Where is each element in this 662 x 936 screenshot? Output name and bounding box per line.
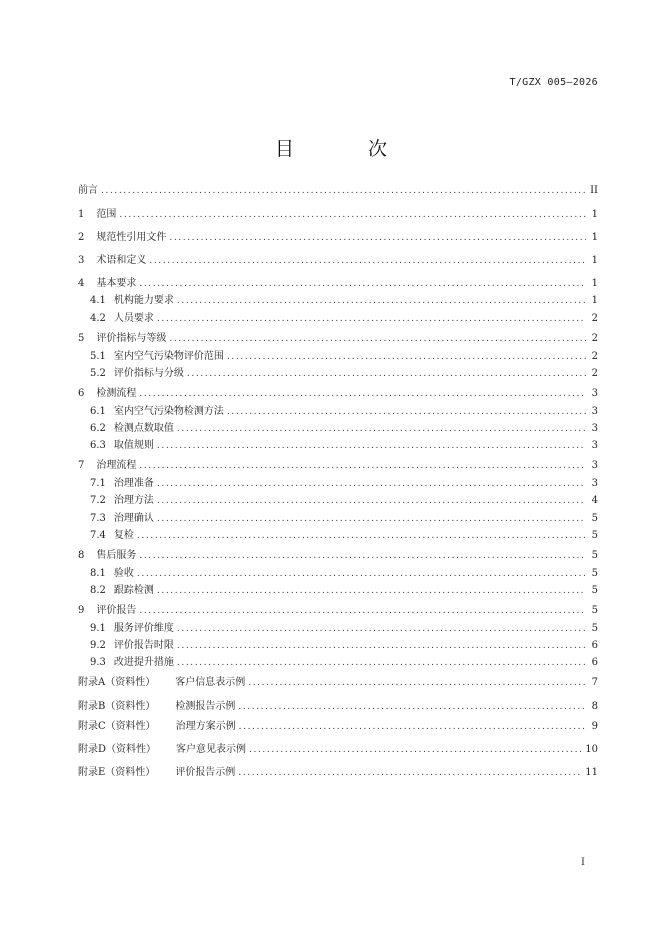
- toc-entry-number: 附录E（资料性）: [78, 767, 156, 778]
- toc-entry-title: 范围: [96, 209, 117, 220]
- toc-leader-dots: [177, 623, 586, 635]
- toc-entry[interactable]: [78, 476, 598, 490]
- toc-leader-dots: [139, 605, 586, 617]
- toc-entry-title: 治理准备: [113, 478, 154, 489]
- toc-entry[interactable]: [78, 438, 598, 452]
- toc-entry[interactable]: [78, 699, 598, 713]
- toc-entry-number: 5: [78, 333, 85, 344]
- page-number: I: [581, 857, 585, 868]
- toc-entry[interactable]: [78, 331, 598, 345]
- toc-leader-dots: [137, 568, 586, 580]
- toc-entry-number: 7.3: [90, 513, 106, 524]
- toc-entry-number: 7.2: [90, 495, 106, 506]
- toc-entry-title: 室内空气污染物评价范围: [113, 351, 224, 362]
- toc-entry-number: 9.3: [90, 657, 106, 668]
- toc-leader-dots: [177, 295, 586, 307]
- page-title: 目 次: [274, 138, 422, 160]
- toc-entry-page: 3: [591, 406, 598, 417]
- toc-entry-page: 5: [591, 623, 598, 634]
- toc-entry-title: 取值规则: [113, 440, 154, 451]
- toc-leader-dots: [177, 657, 586, 669]
- toc-entry[interactable]: [78, 349, 598, 363]
- toc-entry-page: 1: [591, 278, 598, 289]
- toc-entry[interactable]: [78, 548, 598, 562]
- toc-entry-title: 规范性引用文件: [96, 232, 167, 243]
- toc-entry[interactable]: [78, 276, 598, 290]
- toc-leader-dots: [248, 677, 586, 689]
- toc-entry[interactable]: [78, 719, 598, 733]
- toc-entry-page: 2: [591, 313, 598, 324]
- toc-entry-page: 1: [591, 209, 598, 220]
- toc-leader-dots: [149, 255, 586, 267]
- toc-entry-title: 治理方法: [113, 495, 154, 506]
- toc-entry-page: 7: [591, 677, 598, 688]
- toc-entry-title: 检测流程: [96, 388, 137, 399]
- toc-entry-title: 服务评价维度: [113, 623, 174, 634]
- toc-entry-page: 5: [591, 568, 598, 579]
- toc-entry-page: 1: [591, 255, 598, 266]
- toc-entry-number: 6.2: [90, 423, 106, 434]
- toc-entry-number: 9.1: [90, 623, 106, 634]
- toc-entry-number: 8: [78, 550, 85, 561]
- toc-entry-page: 2: [591, 368, 598, 379]
- toc-entry-page: 2: [591, 333, 598, 344]
- toc-entry-number: 7.1: [90, 478, 106, 489]
- toc-entry-number: 4.2: [90, 313, 106, 324]
- toc-leader-dots: [177, 640, 586, 652]
- toc-leader-dots: [157, 440, 586, 452]
- toc-leader-dots: [157, 478, 586, 490]
- toc-entry-title: 跟踪检测: [113, 585, 154, 596]
- toc-entry-page: 1: [591, 295, 598, 306]
- toc-entry-title: 售后服务: [96, 550, 137, 561]
- toc-entry-title: 治理确认: [113, 513, 154, 524]
- toc-entry-page: 8: [591, 701, 598, 712]
- toc-entry-page: 6: [591, 640, 598, 651]
- toc-entry-number: 9.2: [90, 640, 106, 651]
- toc-entry-title: 复检: [113, 530, 134, 541]
- toc-entry-number: 3: [78, 255, 85, 266]
- toc-entry-number: 6.3: [90, 440, 106, 451]
- toc-leader-dots: [157, 513, 586, 525]
- toc-entry-title: 改进提升措施: [113, 657, 174, 668]
- toc-leader-dots: [139, 388, 586, 400]
- toc-entry-number: 4.1: [90, 295, 106, 306]
- toc-entry-number: 5.2: [90, 368, 106, 379]
- toc-leader-dots: [249, 744, 581, 756]
- toc-leader-dots: [239, 721, 586, 733]
- toc-entry-number: 7.4: [90, 530, 106, 541]
- toc-entry-page: II: [590, 185, 598, 196]
- toc-entry-title: 检测报告示例: [175, 701, 236, 712]
- toc-entry[interactable]: [78, 404, 598, 418]
- toc-leader-dots: [238, 701, 586, 713]
- toc-entry-number: 附录C（资料性）: [78, 721, 156, 732]
- toc-entry-number: 7: [78, 460, 85, 471]
- toc-entry-title: 前言: [78, 185, 98, 196]
- toc-entry[interactable]: [78, 366, 598, 380]
- toc-entry-page: 3: [591, 423, 598, 434]
- toc-leader-dots: [227, 351, 586, 363]
- toc-entry[interactable]: [78, 183, 598, 197]
- toc-entry-number: 附录D（资料性）: [78, 744, 157, 755]
- toc-entry-number: 8.2: [90, 585, 106, 596]
- toc-entry-number: 附录B（资料性）: [78, 701, 156, 712]
- toc-entry-page: 6: [591, 657, 598, 668]
- toc-entry[interactable]: [78, 311, 598, 325]
- toc-entry-page: 3: [591, 460, 598, 471]
- toc-entry-page: 3: [591, 440, 598, 451]
- toc-entry[interactable]: [78, 583, 598, 597]
- toc-leader-dots: [169, 333, 586, 345]
- toc-entry[interactable]: [78, 621, 598, 635]
- toc-entry-number: 8.1: [90, 568, 106, 579]
- toc-entry-title: 评价报告示例: [175, 767, 236, 778]
- toc-entry[interactable]: [78, 566, 598, 580]
- toc-entry-page: 4: [591, 495, 598, 506]
- toc-entry-page: 1: [591, 232, 598, 243]
- toc-entry-title: 室内空气污染物检测方法: [113, 406, 224, 417]
- toc-entry[interactable]: [78, 638, 598, 652]
- toc-entry[interactable]: [78, 493, 598, 507]
- toc-leader-dots: [169, 232, 586, 244]
- toc-entry-title: 评价报告时限: [113, 640, 174, 651]
- toc-leader-dots: [238, 767, 581, 779]
- document-code: T/GZX 005—2026: [509, 77, 598, 88]
- toc-entry-page: 5: [591, 605, 598, 616]
- toc-entry[interactable]: [78, 511, 598, 525]
- toc-entry[interactable]: [78, 421, 598, 435]
- toc-entry-page: 3: [591, 478, 598, 489]
- toc-leader-dots: [157, 495, 586, 507]
- toc-leader-dots: [139, 278, 586, 290]
- toc-entry-number: 5.1: [90, 351, 106, 362]
- toc-entry[interactable]: [78, 528, 598, 542]
- toc-entry-page: 9: [591, 721, 598, 732]
- toc-entry[interactable]: [78, 386, 598, 400]
- toc-entry[interactable]: [78, 603, 598, 617]
- toc-entry-page: 5: [591, 585, 598, 596]
- toc-leader-dots: [177, 423, 586, 435]
- toc-entry-number: 6.1: [90, 406, 106, 417]
- toc-entry[interactable]: [78, 765, 598, 779]
- toc-entry-number: 6: [78, 388, 85, 399]
- toc-entry-title: 治理流程: [96, 460, 137, 471]
- toc-entry[interactable]: [78, 742, 598, 756]
- toc-entry-title: 治理方案示例: [175, 721, 236, 732]
- toc-entry-title: 客户意见表示例: [176, 744, 247, 755]
- toc-entry-title: 评价报告: [96, 605, 137, 616]
- toc-leader-dots: [119, 209, 586, 221]
- toc-entry-title: 评价指标与分级: [113, 368, 184, 379]
- toc-entry-page: 10: [585, 744, 598, 755]
- toc-entry[interactable]: [78, 253, 598, 267]
- toc-leader-dots: [227, 406, 586, 418]
- toc-entry-page: 3: [591, 388, 598, 399]
- toc-entry-title: 客户信息表示例: [175, 677, 246, 688]
- toc-leader-dots: [139, 550, 586, 562]
- toc-entry-page: 5: [591, 550, 598, 561]
- toc-entry-title: 术语和定义: [96, 255, 147, 266]
- toc-entry-page: 11: [585, 767, 598, 778]
- toc-leader-dots: [187, 368, 586, 380]
- toc-entry[interactable]: [78, 293, 598, 307]
- toc-entry-number: 4: [78, 278, 85, 289]
- toc-entry-number: 9: [78, 605, 85, 616]
- toc-entry-number: 附录A（资料性）: [78, 677, 156, 688]
- toc-entry-title: 机构能力要求: [113, 295, 174, 306]
- toc-entry-number: 1: [78, 209, 85, 220]
- toc-entry-title: 检测点数取值: [113, 423, 174, 434]
- toc-entry-page: 2: [591, 351, 598, 362]
- toc-leader-dots: [157, 585, 586, 597]
- toc-leader-dots: [139, 460, 586, 472]
- toc-entry-title: 基本要求: [96, 278, 137, 289]
- toc-leader-dots: [101, 185, 586, 197]
- toc-leader-dots: [137, 530, 586, 542]
- toc-entry[interactable]: [78, 655, 598, 669]
- toc-entry[interactable]: [78, 458, 598, 472]
- toc-entry[interactable]: [78, 207, 598, 221]
- toc-entry-page: 5: [591, 530, 598, 541]
- toc-entry-title: 验收: [113, 568, 134, 579]
- toc-leader-dots: [157, 313, 586, 325]
- toc-entry-title: 人员要求: [113, 313, 154, 324]
- toc-entry-title: 评价指标与等级: [96, 333, 167, 344]
- toc-entry-page: 5: [591, 513, 598, 524]
- toc-entry[interactable]: [78, 675, 598, 689]
- toc-entry-number: 2: [78, 232, 85, 243]
- toc-entry[interactable]: [78, 230, 598, 244]
